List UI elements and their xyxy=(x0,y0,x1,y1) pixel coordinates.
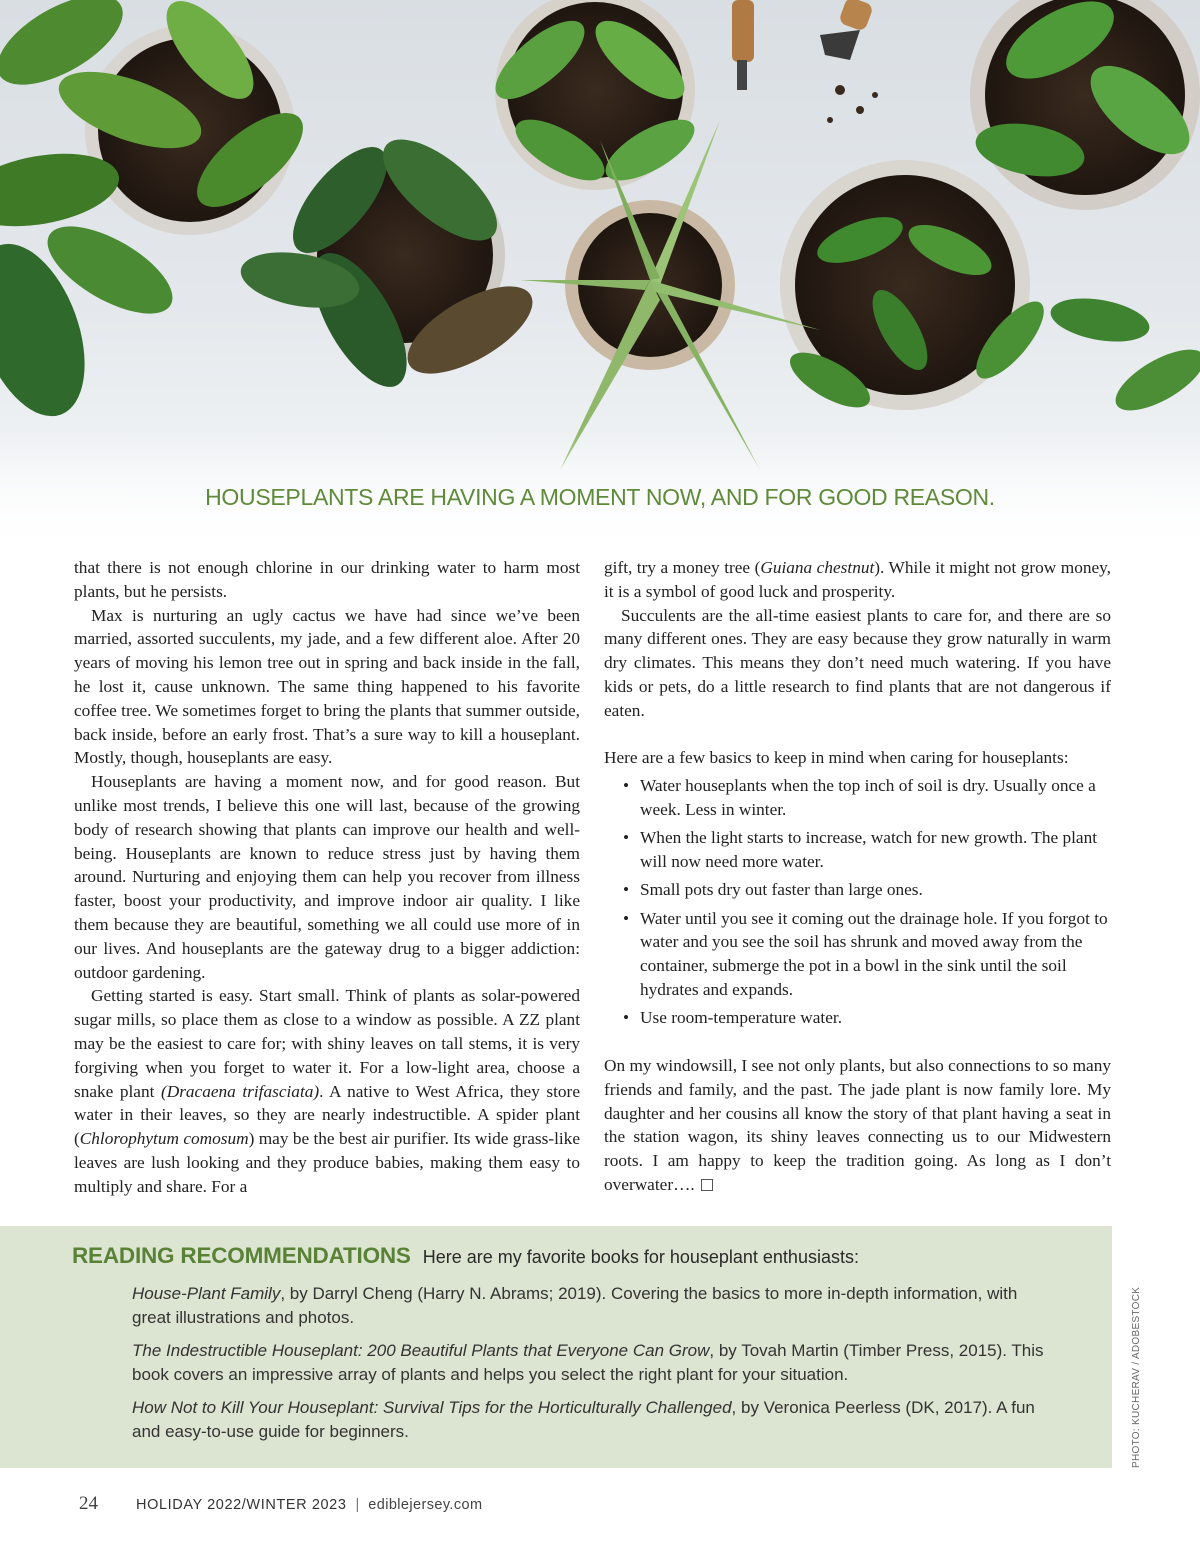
paragraph: Getting started is easy. Start small. Think of plants as solar-powered sugar mills, so place them as close to a window as possible. A ZZ plant may be the easiest to care for; with shiny leaves on tall stems, it is very forgiving when you forget to water it. For a low-light area, choose a snake plant (Dracaena trifasciata). A native to West Africa, they store water in their leaves, so they are nearly indestructible. A spider plant (Chlorophytum comosum) may be the best air purifier. Its wide grass-like leaves are lush looking and they produce babies, making them easy to multiply and share. For a xyxy=(74,986,580,1196)
basics-intro: Here are a few basics to keep in mind when caring for houseplants: xyxy=(604,748,1069,768)
book-item: How Not to Kill Your Houseplant: Survival Tips for the Horticulturally Challenged, by Veronica Peerless (DK, 2017). A fun and easy-to-use guide for beginners. xyxy=(132,1398,1035,1441)
list-item: • Use room-temperature water. xyxy=(640,1006,1111,1030)
list-item: • When the light starts to increase, watch for new growth. The plant will now need more water. xyxy=(640,826,1111,874)
list-item: • Small pots dry out faster than large ones. xyxy=(640,878,1111,902)
end-mark-icon xyxy=(701,1179,713,1191)
book-item: The Indestructible Houseplant: 200 Beautiful Plants that Everyone Can Grow, by Tovah Martin (Timber Press, 2015). This book covers an impressive array of plants and helps you select the right plant for your situation. xyxy=(132,1341,1044,1384)
reco-heading xyxy=(72,1243,859,1269)
page-number: 24 xyxy=(79,1493,98,1514)
article-column-right xyxy=(604,556,1111,1197)
issue-label: HOLIDAY 2022/WINTER 2023 xyxy=(136,1497,347,1513)
page-footer xyxy=(79,1493,482,1515)
reco-title: READING RECOMMENDATIONS xyxy=(72,1243,411,1268)
paragraph: Succulents are the all-time easiest plants to care for, and there are so many different ones. They are easy because they grow naturally in warm dry climates. This means they don’t need much watering. If you have kids or pets, do a little research to find plants that are not dangerous if eaten. xyxy=(604,605,1111,720)
paragraph: that there is not enough chlorine in our drinking water to harm most plants, but he persists. xyxy=(74,558,580,601)
book-item: House-Plant Family, by Darryl Cheng (Harry N. Abrams; 2019). Covering the basics to more in-depth information, with great illustrations and photos. xyxy=(132,1284,1018,1327)
closing-paragraph: On my windowsill, I see not only plants, but also connections to so many friends and family, and the past. The jade plant is now family lore. My daughter and her cousins all know the story of that plant having a seat in the station wagon, its shiny leaves connecting us to our Midwestern roots. I am happy to keep the tradition going. As long as I don’t overwater…. xyxy=(604,1055,1111,1194)
pull-quote: HOUSEPLANTS ARE HAVING A MOMENT NOW, AND FOR GOOD REASON. xyxy=(205,484,995,510)
paragraph: gift, try a money tree (Guiana chestnut). While it might not grow money, it is a symbol of good luck and prosperity. xyxy=(604,558,1111,601)
reading-recommendations-box xyxy=(0,1226,1112,1468)
list-item: • Water until you see it coming out the drainage hole. If you forgot to water and you see the soil has shrunk and moved away from the container, submerge the pot in a bowl in the sink until the soil hydrates and expands. xyxy=(640,907,1111,1002)
reco-subtitle: Here are my favorite books for houseplant enthusiasts: xyxy=(422,1247,859,1267)
list-item: • Water houseplants when the top inch of soil is dry. Usually once a week. Less in winter. xyxy=(640,774,1111,822)
book-title: How Not to Kill Your Houseplant: Survival Tips for the Horticulturally Challenged xyxy=(132,1398,732,1417)
article-column-left xyxy=(74,556,580,1199)
photo-credit: PHOTO: KUCHERAV / ADOBESTOCK xyxy=(1131,1286,1142,1468)
garden-tools xyxy=(732,0,878,123)
paragraph: Houseplants are having a moment now, and for good reason. But unlike most trends, I believe this one will last, because of the growing body of research showing that plants can improve our health and well-being. Houseplants are known to reduce stress just by having them around. Nurturing and enjoying them can help you recover from illness faster, boost your productivity, and improve indoor air quality. I like them because they are beautiful, something we all could use more of in our lives. And houseplants are the gateway drug to a bigger addiction: outdoor gardening. xyxy=(74,772,580,982)
footer-separator: | xyxy=(355,1497,360,1513)
care-tips-list xyxy=(604,774,1111,1030)
paragraph: Max is nurturing an ugly cactus we have had since we’ve been married, assorted succulents, my jade, and a few different aloe. After 20 years of moving his lemon tree out in spring and back inside in the fall, he lost it, cause unknown. The same thing happened to his favorite coffee tree. We sometimes forget to bring the plants that summer outside, back inside, before an early frost. That’s a sure way to kill a houseplant. Mostly, though, houseplants are easy. xyxy=(74,605,580,768)
book-title: House-Plant Family xyxy=(132,1284,281,1303)
book-title: The Indestructible Houseplant: 200 Beautiful Plants that Everyone Can Grow xyxy=(132,1341,710,1360)
book-list xyxy=(132,1282,1052,1453)
website-link[interactable]: ediblejersey.com xyxy=(368,1497,483,1513)
hero-photo xyxy=(0,0,1200,552)
houseplants-illustration xyxy=(0,0,1200,552)
